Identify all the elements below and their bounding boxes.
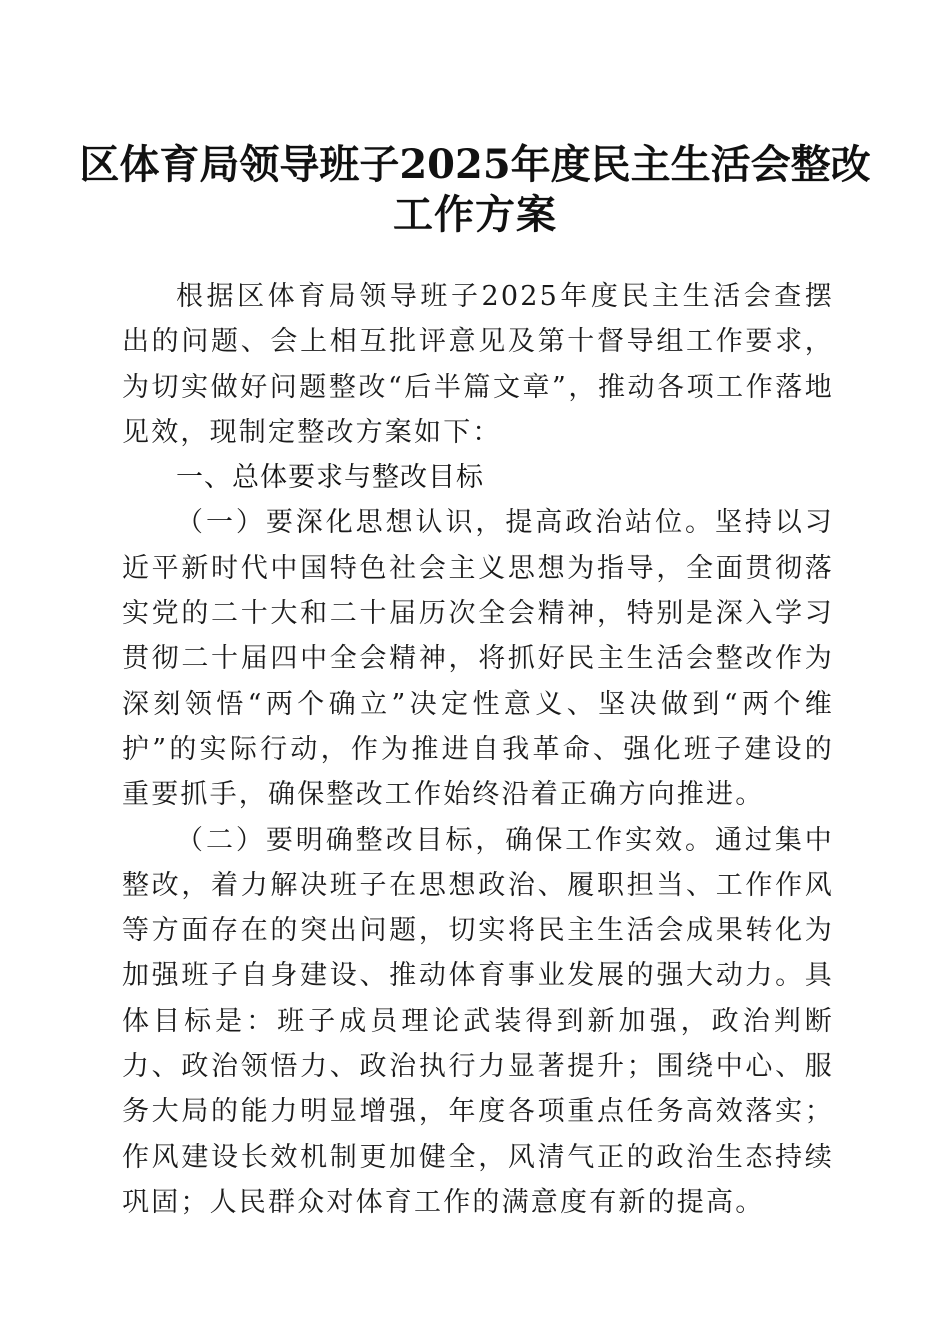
document-body — [122, 274, 834, 1225]
paragraph-1-lead: （一）要深化思想认识，提高政治站位。 — [176, 507, 715, 539]
section-heading: 一、总体要求与整改目标 — [176, 462, 484, 494]
document-title-line-1: 区体育局领导班子2025年度民主生活会整改 — [79, 141, 871, 188]
intro-paragraph: 根据区体育局领导班子2025年度民主生活会查摆出的问题、会上相互批评意见及第十督导组工作要求，为切实做好问题整改“后半篇文章”，推动各项工作落地见效，现制定整改方案如下： — [122, 281, 834, 448]
paragraph-1 — [122, 500, 834, 817]
paragraph-1-text: 坚持以习近平新时代中国特色社会主义思想为指导，全面贯彻落实党的二十大和二十届历次全会精神，特别是深入学习贯彻二十届四中全会精神，将抓好民主生活会整改作为深刻领悟“两个确立”决定性意义、坚决做到“两个维护”的实际行动，作为推进自我革命、强化班子建设的重要抓手，确保整改工作始终沿着正确方向推进。 — [122, 507, 834, 811]
paragraph-2 — [122, 818, 834, 1226]
paragraph-2-text: 通过集中整改，着力解决班子在思想政治、履职担当、工作作风等方面存在的突出问题，切实将民主生活会成果转化为加强班子自身建设、推动体育事业发展的强大动力。具体目标是：班子成员理论武装得到新加强，政治判断力、政治领悟力、政治执行力显著提升；围绕中心、服务大局的能力明显增强，年度各项重点任务高效落实；作风建设长效机制更加健全，风清气正的政治生态持续巩固；人民群众对体育工作的满意度有新的提高。 — [122, 824, 834, 1218]
document-title-line-2: 工作方案 — [393, 191, 557, 238]
paragraph-2-lead: （二）要明确整改目标，确保工作实效。 — [176, 824, 715, 856]
